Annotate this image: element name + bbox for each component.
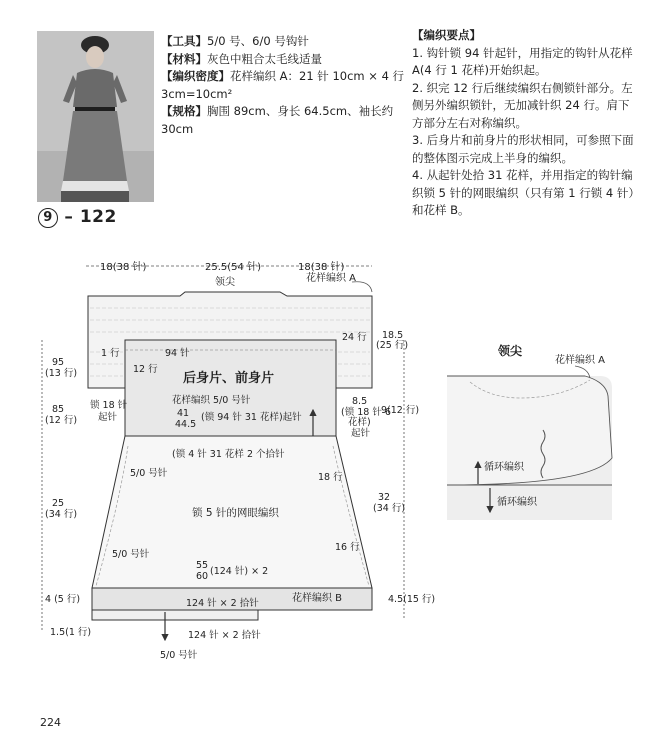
- top-mid-dim: 25.5(54 针): [205, 262, 261, 273]
- start-right: 起针: [351, 428, 371, 439]
- pattern-b-label: 花样编织 B: [292, 593, 343, 604]
- chain-18-left: 锁 18 针: [90, 400, 128, 411]
- rows-16-label: 16 行: [335, 542, 360, 553]
- st-124x2-label: (124 针) × 2: [210, 566, 269, 577]
- top-left-dim: 18(38 针): [100, 262, 147, 273]
- right-18-5: 18.5: [382, 330, 404, 341]
- hook-50-label: 5/0 号针: [130, 468, 168, 479]
- left-1-5: 1.5(1 行): [50, 627, 92, 638]
- rows-12-label: 12 行: [133, 364, 158, 375]
- body-pattern-label: 花样编织 5/0 号针: [172, 395, 251, 406]
- right-32: 32: [378, 492, 391, 503]
- rows-18-label: 18 行: [318, 472, 343, 483]
- tools-value: 5/0 号、6/0 号钩针: [207, 34, 309, 48]
- inset-loop-1: 循环编织: [484, 462, 524, 473]
- mesh-label: 锁 5 针的网眼编织: [192, 507, 279, 519]
- n44-5-label: 44.5: [175, 419, 197, 430]
- hook-50b-label: 5/0 号针: [112, 549, 150, 560]
- left-34-rows: (34 行): [45, 509, 78, 520]
- size-label: 【规格】: [161, 104, 207, 118]
- size-value: 胸围 89cm、身长 64.5cm、袖长约 30cm: [161, 104, 394, 136]
- n60-label: 60: [196, 571, 209, 582]
- inset-pattern-a: 花样编织 A: [555, 355, 606, 366]
- left-25: 25: [52, 498, 65, 509]
- n55-label: 55: [196, 560, 209, 571]
- start-left: 起针: [98, 412, 118, 423]
- pick-124b-label: 124 针 × 2 拾针: [188, 630, 261, 641]
- chain-94-label: (锁 94 针 31 花样)起针: [201, 412, 302, 423]
- notes-item: 4. 从起针处拾 31 花样，并用指定的钩针编织锁 5 针的网眼编织（只有第 1 行锁 4 针）和花样 B。: [412, 168, 640, 217]
- neckline-label: 领尖: [215, 277, 235, 288]
- pickup-label: (锁 4 针 31 花样 2 个拾针: [172, 449, 285, 460]
- pick-124-label: 124 针 × 2 拾针: [186, 598, 259, 609]
- row-1-label: 1 行: [101, 348, 120, 359]
- chain-18-right: (锁 18 针 6: [341, 407, 391, 418]
- page-number: 224: [40, 716, 61, 729]
- top-right-dim: 18(38 针): [298, 262, 345, 273]
- right-34-rows: (34 行): [373, 503, 406, 514]
- right-9: 9(12 行): [381, 405, 420, 416]
- inset-loop-2: 循环编织: [497, 497, 537, 508]
- left-12-rows: (12 行): [45, 415, 78, 426]
- left-13-rows: (13 行): [45, 368, 78, 379]
- pattern-a-label: 花样编织 A: [306, 273, 357, 284]
- left-4: 4 (5 行): [45, 594, 81, 605]
- left-85: 85: [52, 404, 65, 415]
- gauge-value: 花样编织 A：21 针 10cm × 4 行: [230, 69, 405, 83]
- hook-50c-label: 5/0 号针: [160, 650, 198, 661]
- notes-item: 2. 织完 12 行后继续编织右侧锁针部分。左侧另外编织锁针，无加减针织 24 行。肩下方部分左右对称编织。: [412, 80, 633, 130]
- right-25-rows: (25 行): [376, 340, 409, 351]
- notes-item: 1. 钩针锁 94 针起针，用指定的钩针从花样 A(4 行 1 花样)开始织起。: [412, 45, 633, 77]
- gauge-label: 【编织密度】: [161, 69, 230, 83]
- pattern-circle-number: 9: [38, 208, 58, 228]
- chain-18-right-2: 花样): [348, 417, 371, 428]
- st-94-label: 94 针: [165, 348, 190, 359]
- left-95: 95: [52, 357, 65, 368]
- pattern-id-rest: – 122: [58, 207, 117, 227]
- n41-label: 41: [177, 408, 190, 419]
- gauge-value-2: 3cm=10cm²: [161, 86, 233, 101]
- material-value: 灰色中粗合太毛线适量: [207, 51, 322, 66]
- rows-24-label: 24 行: [342, 332, 367, 343]
- tools-label: 【工具】: [161, 34, 207, 48]
- notes-item: 3. 后身片和前身片的形状相同，可参照下面的整体图示完成上半身的编织。: [412, 133, 634, 165]
- inset-title: 领尖: [498, 344, 523, 358]
- right-4-5: 4.5(15 行): [388, 594, 436, 605]
- material-label: 【材料】: [161, 51, 207, 66]
- body-title: 后身片、前身片: [183, 371, 275, 386]
- r8-5: 8.5: [352, 396, 368, 407]
- notes-title: 【编织要点】: [412, 28, 481, 42]
